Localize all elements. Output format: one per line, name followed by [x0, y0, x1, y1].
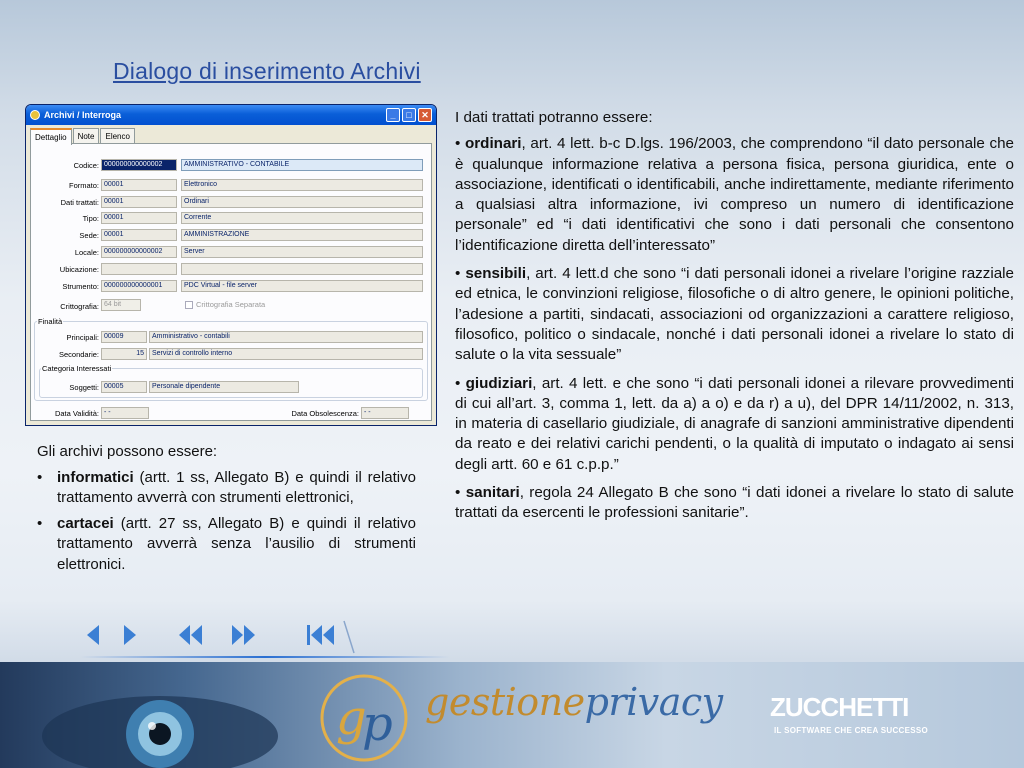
ubicazione-desc	[181, 263, 423, 275]
formato-label: Formato:	[68, 181, 99, 190]
dati-trattati-label: Dati trattati:	[60, 198, 99, 207]
app-icon	[30, 110, 40, 120]
list-item: • ordinari, art. 4 lett. b-c D.lgs. 196/2003, che comprendono “il dato personale che è qualunque informazione relativa a persona fisica, persona giuridica, ente o associazione, identificati o identificabili, anche indirettamente, mediante riferimento a qualsiasi altra informazione, ivi compreso un numero di identificazione personale” ed “i dati identificativi che sono i dati personali che consentono l’identificazione diretta dell’interessato”	[455, 135, 1014, 254]
term-sensibili: sensibili	[465, 265, 527, 283]
zucchetti-tagline: IL SOFTWARE CHE CREA SUCCESSO	[774, 726, 929, 735]
soggetti-field[interactable]: 00005	[101, 381, 147, 393]
desc-cartacei: (artt. 27 ss, Allegato B) e quindi il relativo trattamento avverrà senza l’ausilio di strumenti elettronici.	[57, 514, 416, 573]
fast-forward-icon[interactable]	[230, 624, 256, 646]
right-intro: I dati trattati potranno essere:	[455, 109, 653, 126]
divider-slash	[342, 619, 356, 655]
formato-field[interactable]: 00001	[101, 179, 177, 191]
next-icon[interactable]	[122, 624, 138, 646]
close-icon[interactable]: ✕	[418, 108, 432, 122]
desc-giudiziari: , art. 4 lett. e che sono “i dati personali idonei a rilevare provvedimenti di cui all’art. 3, comma 1, lett. da a) a o) e da r) a u), del DPR 14/11/2002, n. 313, in materia di casellario giudiziale, di anagrafe di sanzioni amministrative dipendenti da reato e dei relativi carichi pendenti, o la qualità di imputato o indagato ai sensi degli artt. 60 e 61 c.p.p.”	[455, 374, 1014, 473]
term-cartacei: cartacei	[57, 514, 114, 532]
soggetti-label: Soggetti:	[69, 383, 99, 392]
nav-underline	[80, 656, 450, 658]
list-item: • giudiziari, art. 4 lett. e che sono “i dati personali idonei a rilevare provvedimenti di cui all’art. 3, comma 1, lett. da a) a o) e da r) a u), del DPR 14/11/2002, n. 313, in materia di casellario giudiziale, di anagrafe di sanzioni amministrative dipendenti da reato e dei relativi carichi pendenti, o la qualità di imputato o indagato ai sensi degli artt. 60 e 61 c.p.p.”	[455, 374, 1014, 473]
zucchetti-logo: ZUCCHETTI	[770, 692, 909, 722]
locale-field[interactable]: 000000000000002	[101, 246, 177, 258]
slide-navigation	[80, 615, 370, 655]
dialog-titlebar[interactable]	[26, 105, 436, 125]
desc-informatici: (artt. 1 ss, Allegato B) e quindi il relativo trattamento avverrà con strumenti elettronici,	[57, 468, 416, 506]
left-text-block	[37, 442, 416, 575]
locale-label: Locale:	[74, 248, 99, 257]
codice-field[interactable]: 000000000000002	[101, 159, 177, 171]
dialog-title: Archivi / Interroga	[44, 110, 122, 120]
codice-label: Codice:	[73, 161, 99, 170]
data-validita-label: Data Validità:	[54, 409, 99, 418]
dettaglio-panel	[30, 143, 432, 421]
crittografia-label: Crittografia:	[60, 302, 99, 311]
list-item: • sanitari, regola 24 Allegato B che sono “i dati idonei a rivelare lo stato di salute trattati da esercenti le professioni sanitarie”.	[455, 484, 1014, 522]
left-intro: Gli archivi possono essere:	[37, 443, 218, 460]
first-slide-icon[interactable]	[306, 624, 336, 646]
sede-field[interactable]: 00001	[101, 229, 177, 241]
strumento-desc: PDC Virtual - file server	[181, 280, 423, 292]
list-item: • cartacei (artt. 27 ss, Allegato B) e quindi il relativo trattamento avverrà senza l’ausilio di strumenti elettronici.	[37, 514, 416, 573]
maximize-icon[interactable]: □	[402, 108, 416, 122]
tipo-field[interactable]: 00001	[101, 212, 177, 224]
svg-text:g: g	[336, 690, 367, 746]
archivi-dialog	[25, 104, 437, 426]
tipo-label: Tipo:	[82, 214, 99, 223]
crittografia-select[interactable]: 64 bit	[101, 299, 141, 311]
dialog-tabs	[26, 125, 436, 144]
svg-text:p: p	[362, 696, 393, 752]
desc-sensibili: , art. 4 lett.d che sono “i dati personali idonei a rivelare l’origine razziale ed etnica, le convinzioni religiose, filosofiche o di altro genere, le opinioni politiche, l’adesione a partiti, sindacati, associazioni od organizzazioni a carattere religioso, filosofico, politico o sindacale, nonché i dati personali idonei a rivelare lo stato di salute o la vita sessuale”	[455, 265, 1014, 364]
categoria-group-label: Categoria Interessati	[42, 364, 112, 373]
codice-desc: AMMINISTRATIVO - CONTABILE	[181, 159, 423, 171]
tab-dettaglio[interactable]: Dettaglio	[30, 128, 72, 145]
slide-title: Dialogo di inserimento Archivi	[113, 58, 421, 84]
brand-name: gestioneprivacy	[425, 680, 723, 724]
secondarie-field[interactable]: 15	[101, 348, 147, 360]
tab-elenco[interactable]: Elenco	[100, 128, 134, 144]
finalita-group-label: Finalità	[38, 317, 63, 326]
ubicazione-field[interactable]	[101, 263, 177, 275]
data-obsolescenza-field[interactable]: - -	[361, 407, 409, 419]
data-obsolescenza-label: Data Obsolescenza:	[291, 409, 359, 418]
term-ordinari: ordinari	[464, 135, 522, 153]
tipo-desc: Corrente	[181, 212, 423, 224]
secondarie-label: Secondarie:	[58, 350, 99, 359]
principali-label: Principali:	[66, 333, 99, 342]
formato-desc: Elettronico	[181, 179, 423, 191]
dati-trattati-field[interactable]: 00001	[101, 196, 177, 208]
term-sanitari: sanitari	[465, 484, 520, 502]
ubicazione-label: Ubicazione:	[59, 265, 99, 274]
desc-ordinari: , art. 4 lett. b-c D.lgs. 196/2003, che comprendono “il dato personale che è qualunque informazione relativa a persona fisica, persona giuridica, ente o associazione, identificati o identificabili, anche indirettamente, mediante riferimento a qualsiasi altra informazione, ivi compreso un numero di identificazione personale” ed “i dati identificativi che sono i dati personali che consentono l’identificazione diretta dell’interessato”	[455, 135, 1014, 254]
sede-label: Sede:	[79, 231, 99, 240]
tab-note[interactable]: Note	[73, 128, 100, 144]
crittografia-separata-checkbox[interactable]	[185, 301, 193, 309]
gp-logo-icon	[318, 672, 410, 764]
strumento-field[interactable]: 000000000000001	[101, 280, 177, 292]
desc-sanitari: , regola 24 Allegato B che sono “i dati idonei a rivelare lo stato di salute trattati da esercenti le professioni sanitarie”.	[455, 484, 1014, 522]
eye-graphic	[40, 666, 280, 768]
principali-desc: Amministrativo - contabili	[149, 331, 423, 343]
dati-trattati-desc: Ordinari	[181, 196, 423, 208]
strumento-label: Strumento:	[62, 282, 99, 291]
term-giudiziari: giudiziari	[465, 374, 533, 392]
locale-desc: Server	[181, 246, 423, 258]
secondarie-desc: Servizi di controllo interno	[149, 348, 423, 360]
data-validita-field[interactable]: - -	[101, 407, 149, 419]
list-item: • sensibili, art. 4 lett.d che sono “i dati personali idonei a rivelare l’origine razziale ed etnica, le convinzioni religiose, filosofiche o di altro genere, le opinioni politiche, l’adesione a partiti, sindacati, associazioni od organizzazioni a carattere religioso, filosofico, politico o sindacale, nonché i dati personali idonei a rivelare lo stato di salute o la vita sessuale”	[455, 265, 1014, 364]
right-text-block	[455, 108, 1014, 532]
previous-icon[interactable]	[85, 624, 101, 646]
principali-field[interactable]: 00009	[101, 331, 147, 343]
soggetti-desc: Personale dipendente	[149, 381, 299, 393]
sede-desc: AMMINISTRAZIONE	[181, 229, 423, 241]
list-item: • informatici (artt. 1 ss, Allegato B) e quindi il relativo trattamento avverrà con strumenti elettronici,	[37, 468, 416, 506]
term-informatici: informatici	[57, 468, 134, 486]
minimize-icon[interactable]: _	[386, 108, 400, 122]
rewind-icon[interactable]	[178, 624, 204, 646]
crittografia-separata-label: Crittografia Separata	[196, 300, 266, 309]
